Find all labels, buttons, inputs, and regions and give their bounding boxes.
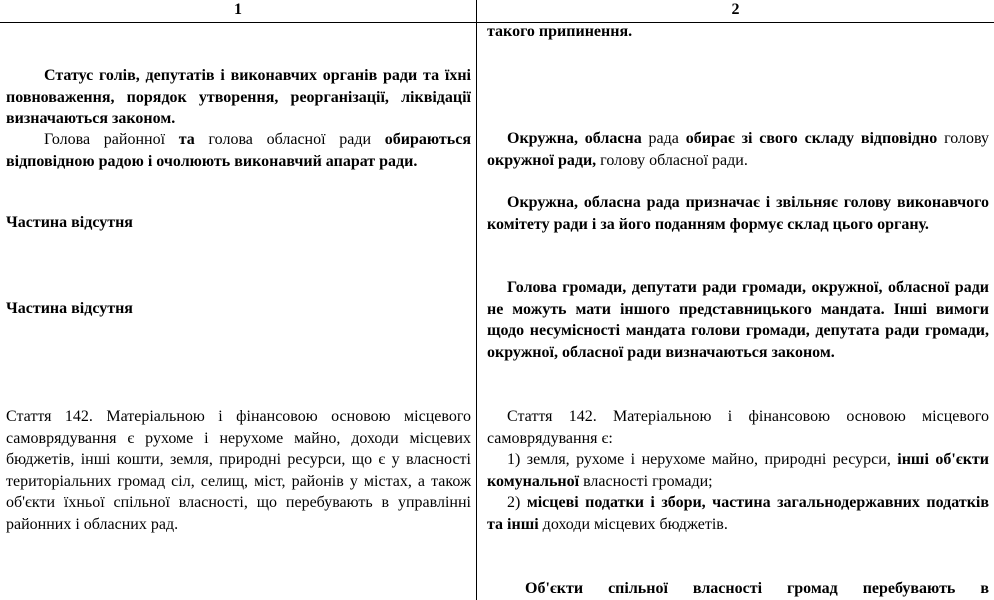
header-col-1: 1 — [0, 0, 476, 23]
right-paragraph-incompatibility: Голова громади, депутати ради громади, окружної, обласної ради не можуть мати іншого представницького мандата. Інші вимоги щодо несумісності мандата голови громади, депутата ради громади, окружної, обласної ради визначаються законом. — [487, 279, 989, 361]
right-paragraph-elects-head: Окружна, обласна рада обирає зі свого складу відповідно голову окружної ради, голову обласної ради. — [487, 130, 990, 169]
right-last-line: Об'єкти спільної власності громад перебувають в — [525, 580, 989, 597]
right-article-142: Стаття 142. Матеріальною і фінансовою основою місцевого самоврядування є: 1) земля, рухоме і нерухоме майно, природні ресурси, інші об'єкти комунальної власності громади; 2) місцеві податки і збори, частина загальнодержавних податків та інші доходи місцевих бюджетів. — [487, 408, 989, 533]
header-col-2: 2 — [477, 0, 994, 23]
left-heading: Статус голів, депутатів і виконавчих органів ради та їхні повноваження, порядок утворення, реорганізації, ліквідації визначаються законом. — [6, 67, 471, 127]
right-paragraph-executive-committee: Окружна, обласна рада призначає і звільняє голову виконавчого комітету ради і за його поданням формує склад цього органу. — [487, 194, 989, 233]
column-divider — [476, 0, 477, 600]
left-article-142: Стаття 142. Матеріальною і фінансовою основою місцевого самоврядування є рухоме і нерухоме майно, доходи місцевих бюджетів, інші кошти, земля, природні ресурси, що є у власності територіальних громад сіл, селищ, міст, районів у містах, а також об'єкти їхньої спільної власності, що перебувають в управлінні районних і обласних рад. — [6, 408, 471, 533]
left-absent-1: Частина відсутня — [6, 214, 133, 231]
left-paragraph-head-of-council: Голова районної та голова обласної ради обираються відповідною радою і очолюють виконавчий апарат ради. — [6, 131, 472, 170]
left-absent-2: Частина відсутня — [6, 300, 133, 317]
right-top-line: такого припинення. — [487, 23, 633, 40]
